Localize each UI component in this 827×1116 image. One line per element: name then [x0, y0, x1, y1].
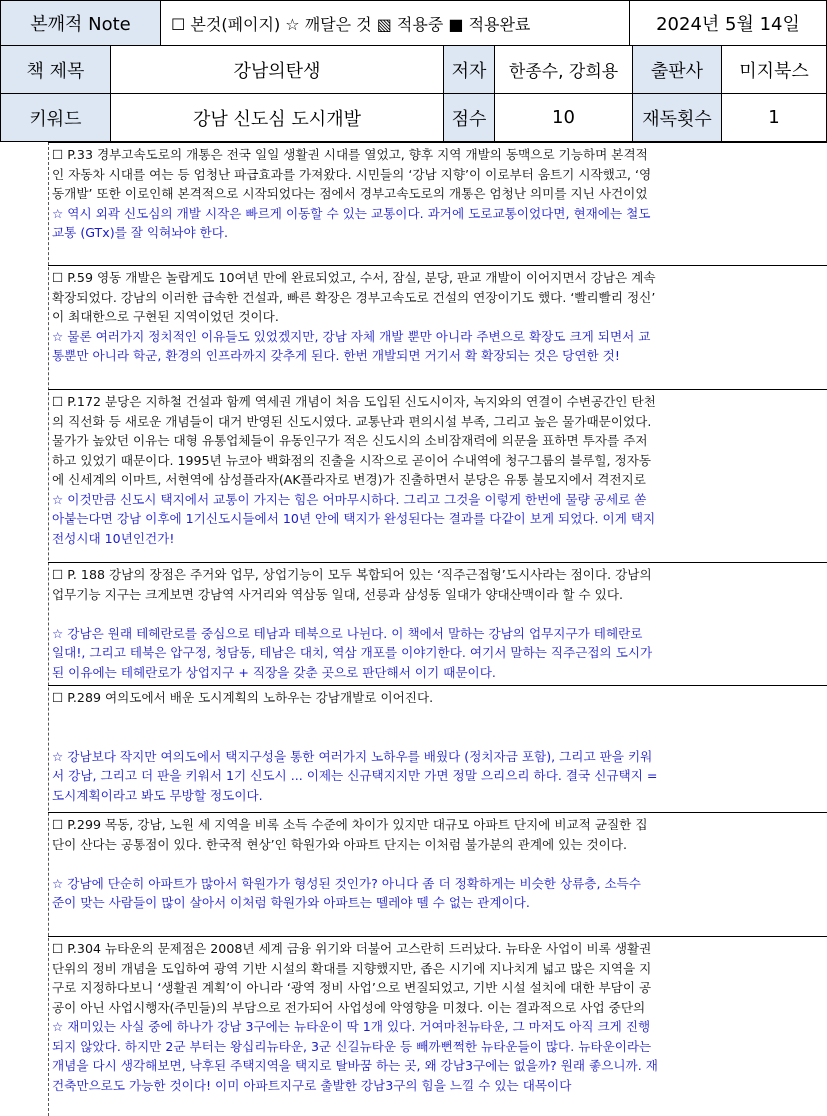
- note-entry: [48, 389, 827, 562]
- publisher-label: 출판사: [650, 60, 704, 82]
- author: 한종수, 강희용: [508, 62, 619, 82]
- realized-text-line: ☆ 강남은 원래 테헤란로를 중심으로 테남과 테북으로 나뉜다. 이 책에서 말하는 강남의 업무지구가 테헤란로: [52, 625, 643, 641]
- note-entry: [48, 562, 827, 685]
- reread-count: 1: [768, 107, 780, 128]
- note-entry: [48, 265, 827, 389]
- realized-text-line: 준이 맞는 사람들이 많이 살아서 이처럼 학원가와 아파트는 뗄레야 뗄 수 없는 관계이다.: [52, 895, 530, 910]
- realized-text-line: ☆ 이것만큼 신도시 택지에서 교통이 가지는 힘은 어마무시하다. 그리고 그것을 이렇게 한번에 물량 공세로 쏟: [52, 491, 647, 507]
- author-label-cell: [443, 45, 495, 94]
- note-spacer: [52, 727, 823, 747]
- score-label: 점수: [451, 108, 487, 130]
- realized-text-line: ☆ 역시 외곽 신도심의 개발 시작은 빠르게 이동할 수 있는 교통이다. 과거에 도로교통이었다면, 현재에는 철도: [52, 205, 651, 221]
- realized-text-line: ☆ 재미있는 사실 중에 하나가 강남 3구에는 뉴타운이 딱 1개 있다. 거여마천뉴타운, 그 마저도 아직 크게 진행: [52, 1019, 651, 1034]
- notes-area: [0, 142, 827, 1116]
- seen-text-line: 동개발’ 또한 이로인해 본격적으로 시작되었다는 점에서 경부고속도로의 개통은 엄청난 의미를 지닌 사건이었: [52, 186, 648, 201]
- realized-text-line: 건축만으로도 가능한 것이다! 이미 아파트지구로 출발한 강남3구의 힘을 느낄 수 있는 대목이다: [52, 1077, 572, 1093]
- seen-text-line: 단위의 정비 개념을 도입하여 광역 기반 시설의 확대를 지향했지만, 좁은 시기에 지나치게 넓고 많은 지역을 지: [52, 960, 652, 976]
- note-spacer: [52, 854, 823, 874]
- book-title-cell: [110, 45, 444, 94]
- seen-text-line: ☐ P.33 경부고속도로의 개통은 전국 일일 생활권 시대를 열었고, 향후 지역 개발의 동맥으로 기능하며 본격적: [52, 147, 648, 162]
- note-entry: [48, 685, 827, 812]
- realized-text-line: 개념을 다시 생각해보면, 낙후된 주택지역을 택지로 탈바꿈 하는 곳, 왜 강남3구에는 없을까? 원래 좋으니까. 재: [52, 1058, 658, 1073]
- seen-text-line: 물가가 높았던 이유는 대형 유통업체들이 유동인구가 적은 신도시의 소비잠재력에 의문을 표하면 투자를 주저: [52, 433, 648, 448]
- seen-text-line: ☐ P.172 분당은 지하철 건설과 함께 역세권 개념이 처음 도입된 신도시이자, 녹지와의 연결이 수변공간인 탄천: [52, 394, 656, 409]
- realized-text-line: 되지 않았다. 하지만 2군 부터는 왕십리뉴타운, 3군 신길뉴타운 등 빼까뻔쩍한 뉴타운들이 많다. 뉴타운이라는: [52, 1038, 652, 1054]
- realized-text-line: 아붙는다면 강남 이후에 1기신도시들에서 10년 안에 택지가 완성된다는 결과를 다같이 보게 되었다. 이게 택지: [52, 511, 656, 526]
- seen-text-line: ☐ P. 188 강남의 장점은 주거와 업무, 상업기능이 모두 복합되어 있는 ‘직주근접형’도시사라는 점이다. 강남의: [52, 567, 652, 582]
- legend-text: ☐ 본것(페이지) ☆ 깨달은 것 ▧ 적용중 ■ 적용완료: [171, 14, 531, 34]
- publisher: 미지북스: [739, 60, 809, 82]
- realized-text-line: 일대!, 그리고 테북은 압구정, 청담동, 테남은 대치, 역삼 개포를 이야기한다. 여기서 말하는 직주근접의 도시가: [52, 645, 653, 660]
- publisher-label-cell: [632, 45, 722, 94]
- seen-text-line: 업무기능 지구는 크게보면 강남역 사거리와 역삼동 일대, 선릉과 삼성동 일대가 양대산맥이라 할 수 있다.: [52, 586, 624, 602]
- seen-text-line: 인 자동차 시대를 여는 등 엄청난 파급효과를 가져왔다. 시민들의 ‘강남 지향’이 이로부터 움트기 시작했고, ‘영: [52, 166, 652, 182]
- publisher-cell: [721, 45, 827, 94]
- seen-text-line: 구로 지정하다보니 ‘생활권 계획’이 아니라 ‘광역 정비 사업’으로 변질되었고, 기반 시설 설치에 대한 부담이 공: [52, 980, 652, 995]
- realized-text-line: 교통 (GTx)를 잘 익혀놔야 한다.: [52, 225, 228, 240]
- realized-text-line: ☆ 물론 여러가지 정치적인 이유들도 있었겠지만, 강남 자체 개발 뿐만 아니라 주변으로 확장도 크게 되면서 교: [52, 328, 651, 344]
- seen-text-line: 공이 아닌 사업시행자(주민들)의 부담으로 전가되어 사업성에 악영향을 미쳤다. 이는 결과적으로 사업 중단의: [52, 999, 646, 1015]
- book-title-label: 책 제목: [26, 60, 85, 82]
- realized-text-line: ☆ 강남보다 작지만 여의도에서 택지구성을 통한 여러가지 노하우를 배웠다 (정치자금 포함), 그리고 판을 키워: [52, 748, 653, 764]
- seen-text-line: 이 최대한으로 구현된 지역이었던 것이다.: [52, 309, 279, 324]
- seen-text-line: 의 직선화 등 새로운 개념들이 대거 반영된 신도시였다. 교통난과 편의시설 부족, 그리고 높은 물가때문이었다.: [52, 413, 652, 429]
- reread-label: 재독횟수: [642, 108, 712, 130]
- score: 10: [552, 107, 575, 128]
- note-spacer: [52, 604, 823, 624]
- book-title-label-cell: [0, 45, 111, 94]
- keyword-label: 키워드: [29, 108, 82, 130]
- realized-text-line: ☆ 강남에 단순히 아파트가 많아서 학원가가 형성된 것인가? 아니다 좀 더 정확하게는 비슷한 상류층, 소득수: [52, 875, 641, 891]
- score-label-cell: [443, 93, 495, 142]
- note-entry: [48, 142, 827, 265]
- note-spacer: [52, 708, 823, 728]
- note-entry: [48, 812, 827, 936]
- realized-text-line: 통뿐만 아니라 학군, 환경의 인프라까지 갖추게 된다. 한번 개발되면 거기서 확 확장되는 것은 당연한 것!: [52, 348, 620, 363]
- realized-text-line: 전성시대 10년인건가!: [52, 530, 175, 546]
- legend-cell: [160, 0, 630, 46]
- reread-cell: [721, 93, 827, 142]
- seen-text-line: 에 신세계의 이마트, 서현역에 삼성플라자(AK플라자로 변경)가 진출하면서 분당은 유통 불모지에서 격전지로: [52, 472, 646, 487]
- keyword: 강남 신도심 도시개발: [193, 108, 361, 130]
- realized-text-line: 도시계획이라고 봐도 무방할 정도이다.: [52, 787, 263, 803]
- note-title-cell: [0, 0, 161, 46]
- seen-text-line: ☐ P.59 영동 개발은 놀랍게도 10여년 만에 완료되었고, 수서, 잠실, 분당, 판교 개발이 이어지면서 강남은 계속: [52, 270, 656, 285]
- seen-text-line: ☐ P.304 뉴타운의 문제점은 2008년 세계 금융 위기와 더불어 고스란히 드러났다. 뉴타운 사업이 비록 생활권: [52, 941, 652, 956]
- date-text: 2024년 5월 14일: [656, 14, 800, 35]
- date-cell: [629, 0, 827, 46]
- keyword-label-cell: [0, 93, 111, 142]
- book-title: 강남의탄생: [233, 60, 321, 82]
- author-cell: [494, 45, 633, 94]
- note-title: 본깨적 Note: [30, 14, 131, 35]
- seen-text-line: 확장되었다. 강남의 이러한 급속한 건설과, 빠른 확장은 경부고속도로 건설의 연장이기도 했다. ‘빨리빨리 정신’: [52, 289, 656, 305]
- seen-text-line: ☐ P.289 여의도에서 배운 도시계획의 노하우는 강남개발로 이어진다.: [52, 690, 434, 705]
- score-cell: [494, 93, 633, 142]
- note-entry: [48, 936, 827, 1116]
- realized-text-line: 서 강남, 그리고 더 판을 키워서 1기 신도시 ... 이제는 신규택지지만 가면 정말 으리으리 하다. 결국 신규택지 =: [52, 768, 658, 783]
- keyword-cell: [110, 93, 444, 142]
- reread-label-cell: [632, 93, 722, 142]
- seen-text-line: 하고 있었기 때문이다. 1995년 뉴코아 백화점의 진출을 시작으로 곧이어 수내역에 청구그룹의 블루힐, 정자동: [52, 452, 652, 468]
- seen-text-line: ☐ P.299 목동, 강남, 노원 세 지역을 비록 소득 수준에 차이가 있지만 대규모 아파트 단지에 비교적 균질한 집: [52, 817, 648, 832]
- author-label: 저자: [451, 60, 487, 82]
- seen-text-line: 단이 산다는 공통점이 있다. 한국적 현상’인 학원가와 아파트 단지는 이처럼 불가분의 관계에 있는 것이다.: [52, 836, 628, 852]
- realized-text-line: 된 이유에는 테헤란로가 상업지구 + 직장을 갖춘 곳으로 판단해서 이기 때문이다.: [52, 664, 496, 680]
